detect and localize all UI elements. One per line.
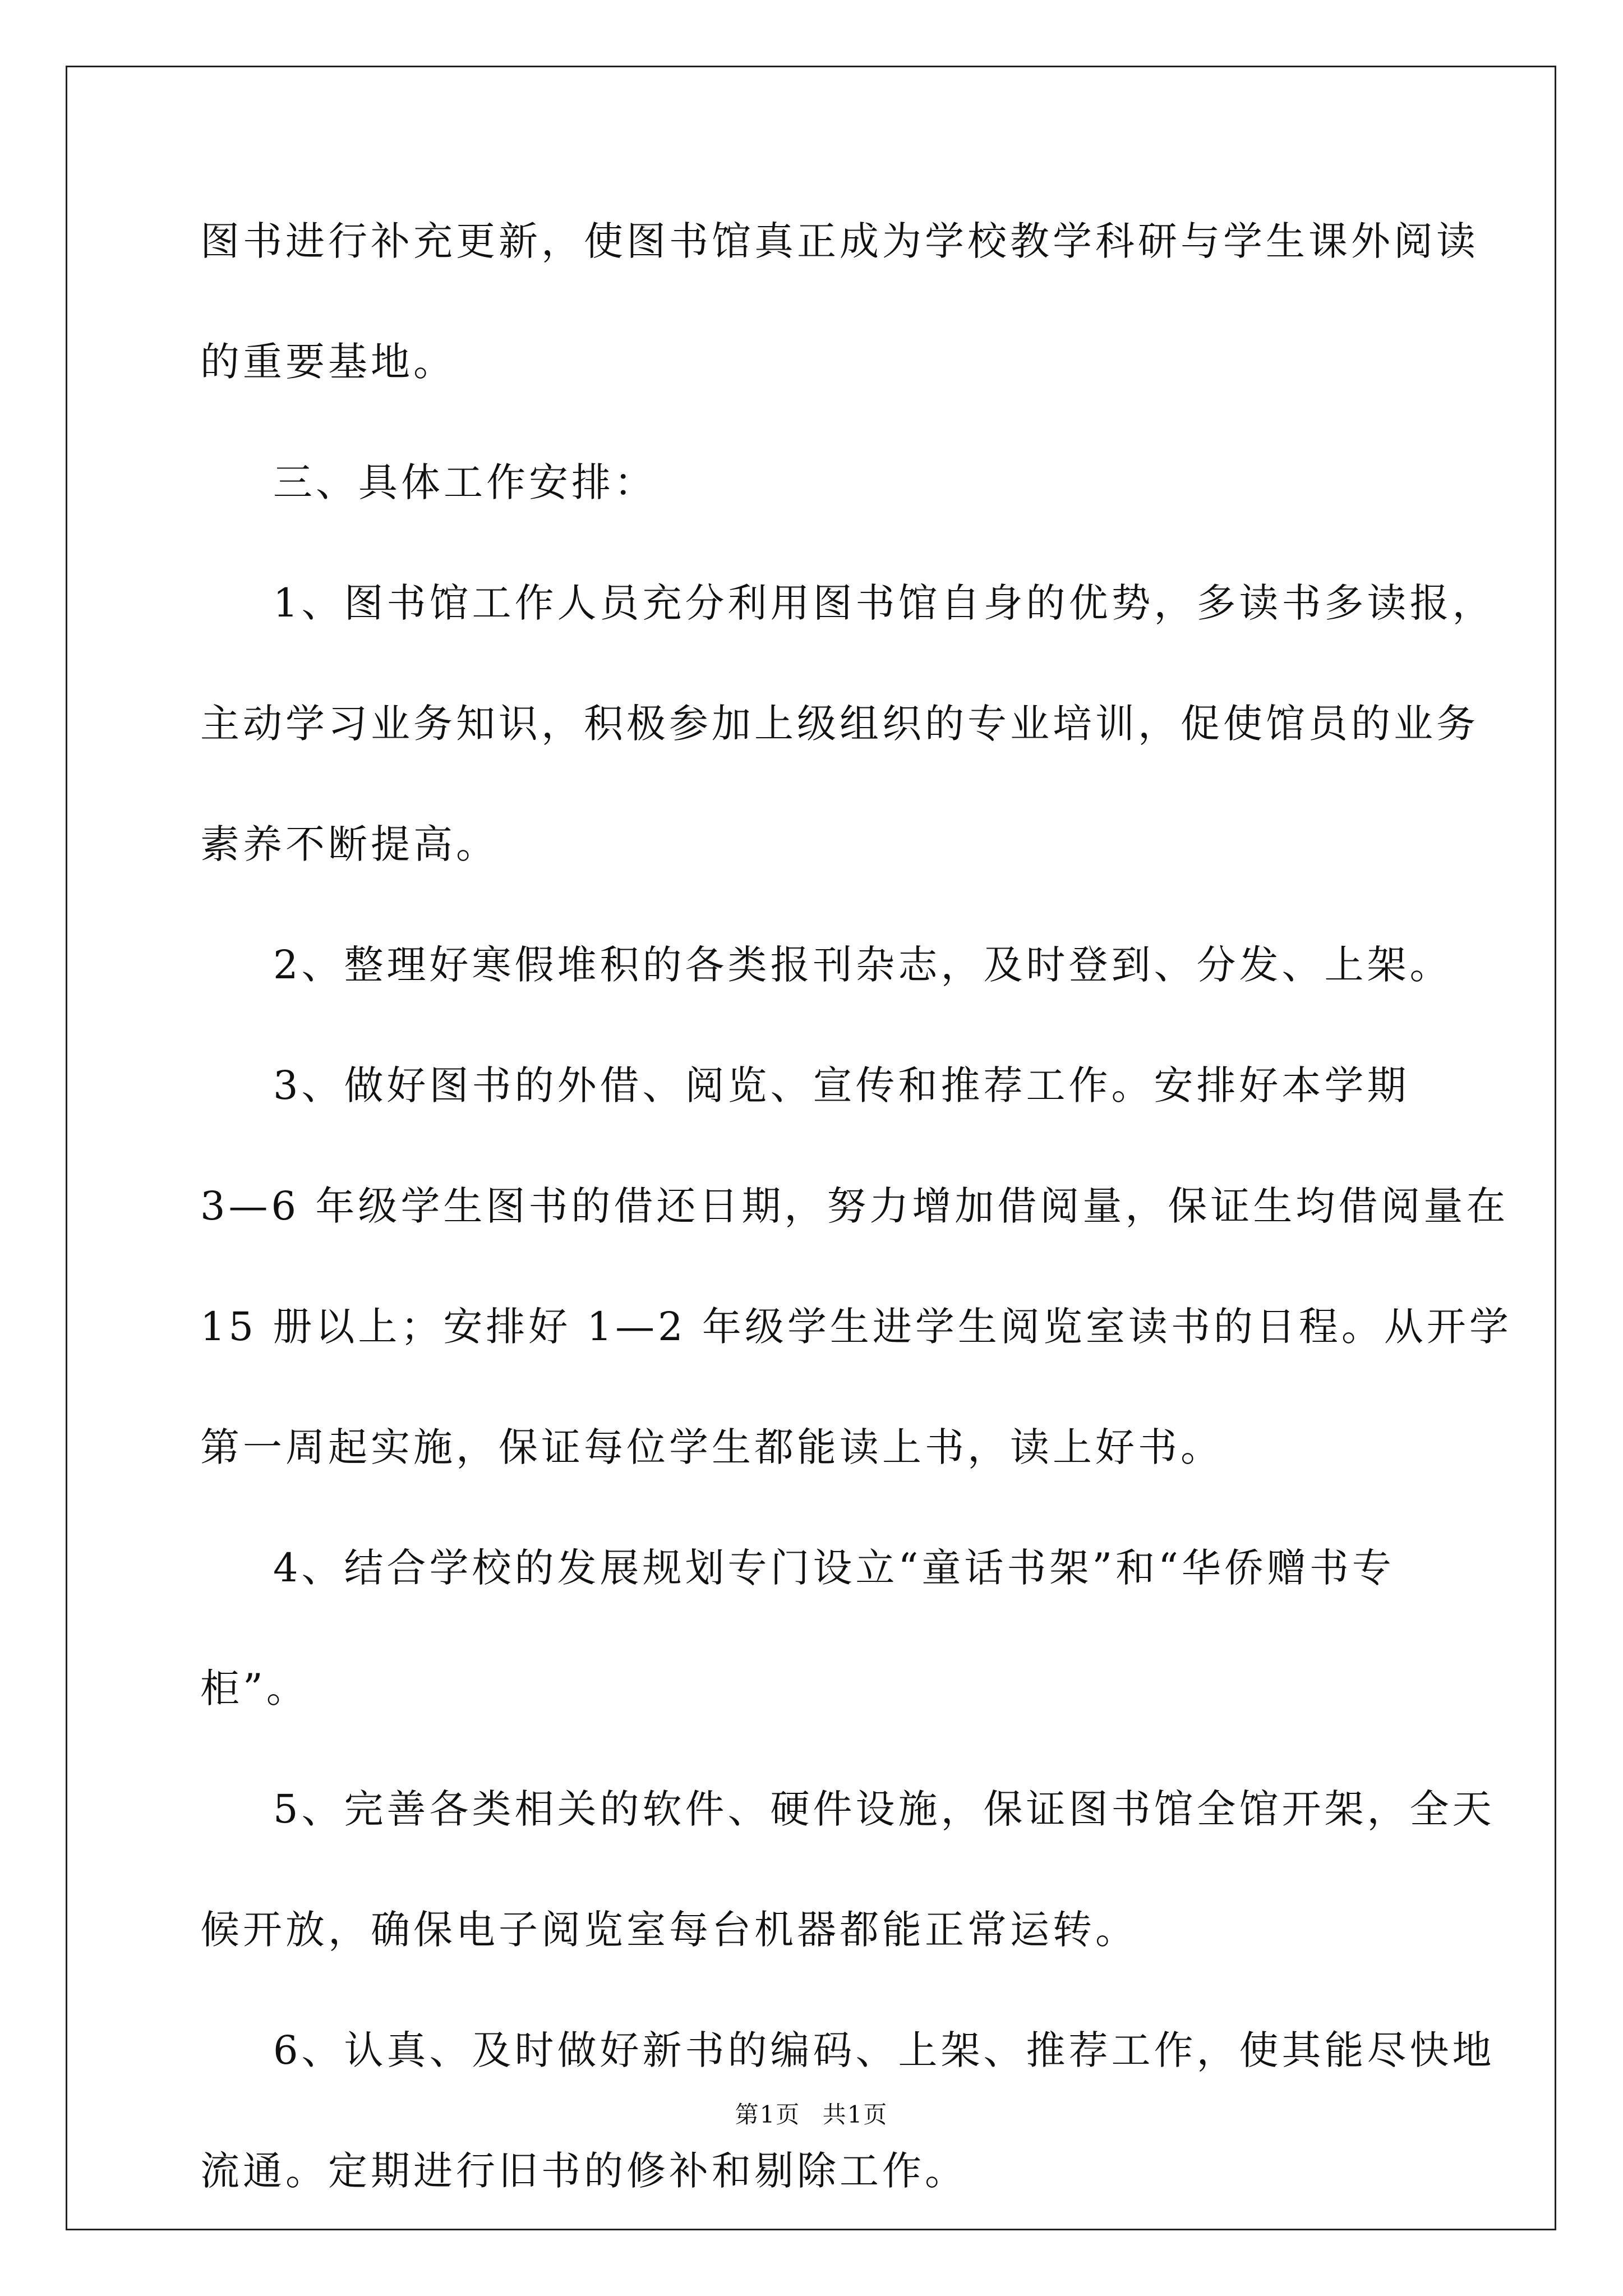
list-item-4: 4、结合学校的发展规划专门设立“童话书架”和“华侨赠书专	[273, 1545, 1395, 1591]
text-line: 候开放，确保电子阅览室每台机器都能正常运转。	[200, 1907, 1138, 1953]
page-number-current: 第1页	[735, 2101, 801, 2128]
list-item-3: 3、做好图书的外借、阅览、宣传和推荐工作。安排好本学期	[273, 1062, 1410, 1108]
list-item-1: 1、图书馆工作人员充分利用图书馆自身的优势，多读书多读报，	[273, 580, 1495, 626]
text-line: 15 册以上；安排好 1—2 年级学生进学生阅览室读书的日程。从开学	[200, 1304, 1512, 1350]
section-heading: 三、具体工作安排：	[273, 459, 657, 505]
text-line: 柜”。	[200, 1665, 309, 1711]
page-footer	[0, 2098, 1623, 2132]
text-line: 图书进行补充更新，使图书馆真正成为学校教学科研与学生课外阅读	[200, 218, 1479, 264]
list-item-2: 2、整理好寒假堆积的各类报刊杂志，及时登到、分发、上架。	[273, 942, 1453, 988]
text-line: 主动学习业务知识，积极参加上级组织的专业培训，促使馆员的业务	[200, 701, 1479, 747]
text-line: 3—6 年级学生图书的借还日期，努力增加借阅量，保证生均借阅量在	[200, 1183, 1509, 1229]
page-number-total: 共1页	[822, 2101, 888, 2128]
text-line: 流通。定期进行旧书的修补和剔除工作。	[200, 2148, 967, 2194]
text-line: 素养不断提高。	[200, 821, 499, 867]
list-item-6: 6、认真、及时做好新书的编码、上架、推荐工作，使其能尽快地	[273, 2027, 1495, 2073]
list-item-5: 5、完善各类相关的软件、硬件设施，保证图书馆全馆开架，全天	[273, 1786, 1495, 1832]
text-line: 第一周起实施，保证每位学生都能读上书，读上好书。	[200, 1424, 1223, 1470]
text-line: 的重要基地。	[200, 339, 456, 385]
